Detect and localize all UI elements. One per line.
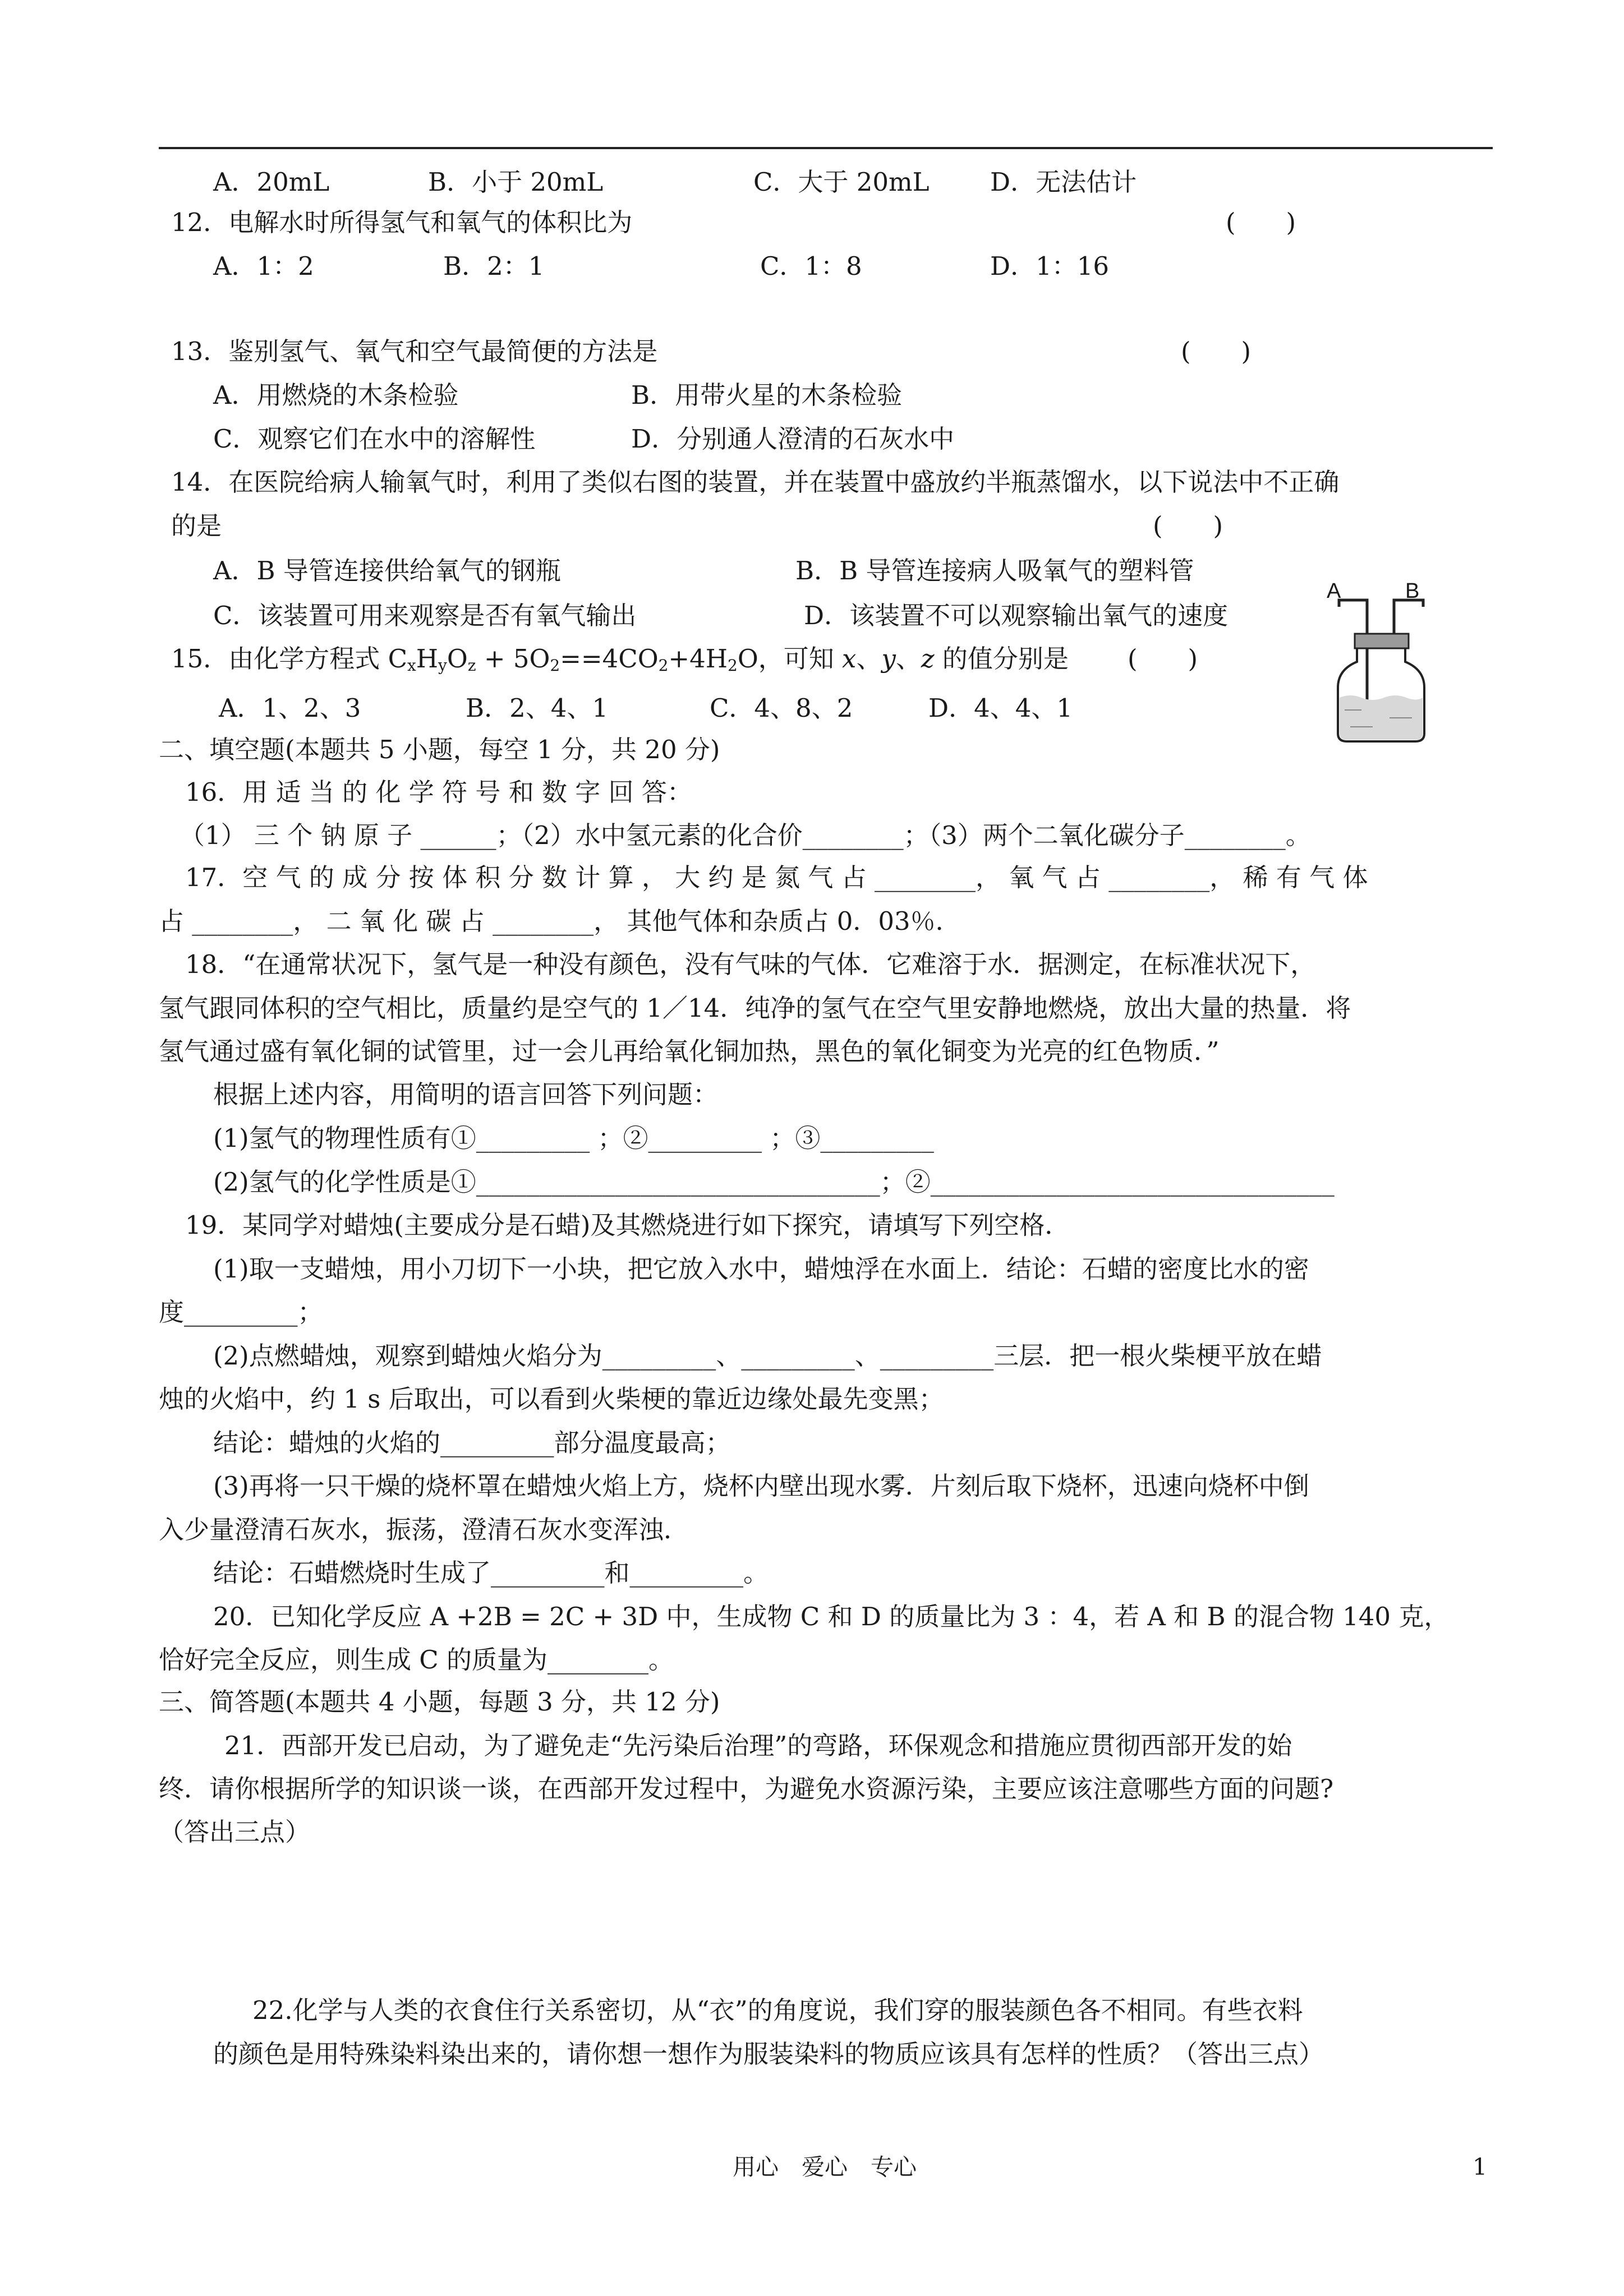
q19-line-1: 19．某同学对蜡烛(主要成分是石蜡)及其燃烧进行如下探究，请填写下列空格． [185, 1210, 1070, 1240]
q12-option-a: A．1：2 [213, 251, 314, 281]
q13-option-d: D．分别通人澄清的石灰水中 [631, 424, 955, 454]
q13-answer-paren: ( ) [1181, 336, 1252, 366]
q15-option-c: C．4、8、2 [710, 693, 853, 723]
q14-option-b: B．B 导管连接病人吸氧气的塑料管 [795, 556, 1194, 585]
q16-stem: 16．用 适 当 的 化 学 符 号 和 数 字 回 答： [185, 777, 692, 807]
q11-option-c: C．大于 20mL [753, 167, 930, 197]
section-2-title: 二、填空题(本题共 5 小题，每空 1 分，共 20 分) [159, 735, 720, 764]
q13-option-c: C．观察它们在水中的溶解性 [213, 424, 536, 454]
q12-answer-paren: ( ) [1226, 208, 1296, 237]
q15-option-d: D．4、4、1 [928, 693, 1073, 723]
q19-line-7: (3)再将一只干燥的烧杯罩在蜡烛火焰上方，烧杯内壁出现水雾．片刻后取下烧杯，迅速向烧杯中倒 [213, 1471, 1309, 1501]
q21-line-1: 21．西部开发已启动，为了避免走“先污染后治理”的弯路，环保观念和措施应贯彻西部开发的始 [224, 1731, 1292, 1760]
q16-blanks: （1） 三 个 钠 原 子 ______；（2）水中氢元素的化合价________；（3）两个二氧化碳分子________。 [180, 820, 1311, 850]
q12-stem: 12．电解水时所得氢气和氧气的体积比为 [171, 208, 633, 237]
q19-line-6: 结论：蜡烛的火焰的_________部分温度最高； [213, 1428, 731, 1458]
q22-line-2: 的颜色是用特殊染料染出来的，请你想一想作为服装染料的物质应该具有怎样的性质？（答出三点） [213, 2039, 1324, 2069]
q13-option-b: B．用带火星的木条检验 [631, 380, 903, 410]
q17-line-1: 17．空 气 的 成 分 按 体 积 分 数 计 算 ， 大 约 是 氮 气 占 ________， 氧 气 占 ________， 稀 有 气 体 [185, 863, 1368, 892]
q17-line-2: 占 ________， 二 氧 化 碳 占 ________， 其他气体和杂质占 0．03％． [159, 906, 961, 936]
q15-stem: 15．由化学方程式 $C_xH_yO_z + 5O_2==4CO_2+4H_2O$，可知 x、y、z 的值分别是 [171, 644, 1069, 675]
q14-option-d: D．该装置不可以观察输出氧气的速度 [804, 601, 1229, 630]
q14-option-c: C．该装置可用来观察是否有氧气输出 [213, 601, 637, 630]
q21-line-3: （答出三点） [159, 1817, 311, 1847]
q13-stem: 13．鉴别氢气、氧气和空气最简便的方法是 [171, 336, 658, 366]
q11-option-a: A．20mL [213, 167, 330, 197]
q15-option-b: B．2、4、1 [466, 693, 608, 723]
q19-line-9: 结论：石蜡燃烧时生成了_________和_________。 [213, 1558, 769, 1588]
q21-line-2: 终．请你根据所学的知识谈一谈，在西部开发过程中，为避免水资源污染，主要应该注意哪些方面的问题? [159, 1774, 1334, 1804]
section-3-title: 三、简答题(本题共 4 小题，每题 3 分，共 12 分) [159, 1687, 720, 1717]
q12-option-d: D．1：16 [990, 251, 1109, 281]
q22-line-1: 22.化学与人类的衣食住行关系密切，从“衣”的角度说，我们穿的服装颜色各不相同。有些衣料 [252, 1995, 1303, 2025]
q12-option-b: B．2：1 [443, 251, 545, 281]
q14-line-2: 的是 [171, 511, 222, 541]
figure-label-b: B [1405, 579, 1420, 603]
header-rule [159, 147, 1493, 149]
q15-answer-paren: ( ) [1128, 644, 1198, 674]
q18-line-3: 氢气通过盛有氧化铜的试管里，过一会儿再给氧化铜加热，黑色的氧化铜变为光亮的红色物质．” [159, 1036, 1220, 1066]
q13-option-a: A．用燃烧的木条检验 [213, 380, 459, 410]
q14-line-1: 14．在医院给病人输氧气时，利用了类似右图的装置，并在装置中盛放约半瓶蒸馏水，以下说法中不正确 [171, 467, 1340, 497]
q20-line-1: 20．已知化学反应 A +2B = 2C + 3D 中，生成物 C 和 D 的质量比为 3 ：4，若 A 和 B 的混合物 140 克， [213, 1602, 1450, 1631]
q11-option-d: D．无法估计 [990, 167, 1137, 197]
q18-line-5: (1)氢气的物理性质有①_________ ；②_________ ；③_________ [213, 1123, 934, 1153]
q14-answer-paren: ( ) [1153, 511, 1223, 541]
gas-washing-bottle-figure [1322, 578, 1440, 746]
q20-line-2: 恰好完全反应，则生成 C 的质量为________。 [159, 1645, 674, 1675]
q19-line-8: 入少量澄清石灰水，振荡，澄清石灰水变浑浊． [159, 1515, 689, 1545]
q18-line-4: 根据上述内容，用简明的语言回答下列问题： [213, 1080, 719, 1109]
page-number: 1 [1473, 2154, 1488, 2180]
q11-option-b: B．小于 20mL [428, 167, 604, 197]
q18-line-6: (2)氢气的化学性质是①________________________________；②________________________________ [213, 1167, 1335, 1197]
q19-line-5: 烛的火焰中，约 1 s 后取出，可以看到火柴梗的靠近边缘处最先变黑； [159, 1384, 944, 1414]
footer-motto: 用心 爱心 专心 [733, 2154, 917, 2180]
q12-option-c: C．1：8 [760, 251, 862, 281]
figure-label-a: A [1327, 579, 1341, 603]
q19-line-3: 度_________； [159, 1297, 323, 1327]
q14-option-a: A．B 导管连接供给氧气的钢瓶 [213, 556, 561, 585]
q18-line-2: 氢气跟同体积的空气相比，质量约是空气的 1／14．纯净的氢气在空气里安静地燃烧，放出大量的热量．将 [159, 993, 1351, 1023]
q18-line-1: 18．“在通常状况下，氢气是一种没有颜色，没有气味的气体．它难溶于水．据测定，在标准状况下， [185, 949, 1316, 979]
q19-line-4: (2)点燃蜡烛，观察到蜡烛火焰分为_________、_________、_________三层．把一根火柴梗平放在蜡 [213, 1341, 1322, 1371]
q15-option-a: A．1、2、3 [219, 693, 361, 723]
q19-line-2: (1)取一支蜡烛，用小刀切下一小块，把它放入水中，蜡烛浮在水面上．结论：石蜡的密度比水的密 [213, 1254, 1309, 1284]
